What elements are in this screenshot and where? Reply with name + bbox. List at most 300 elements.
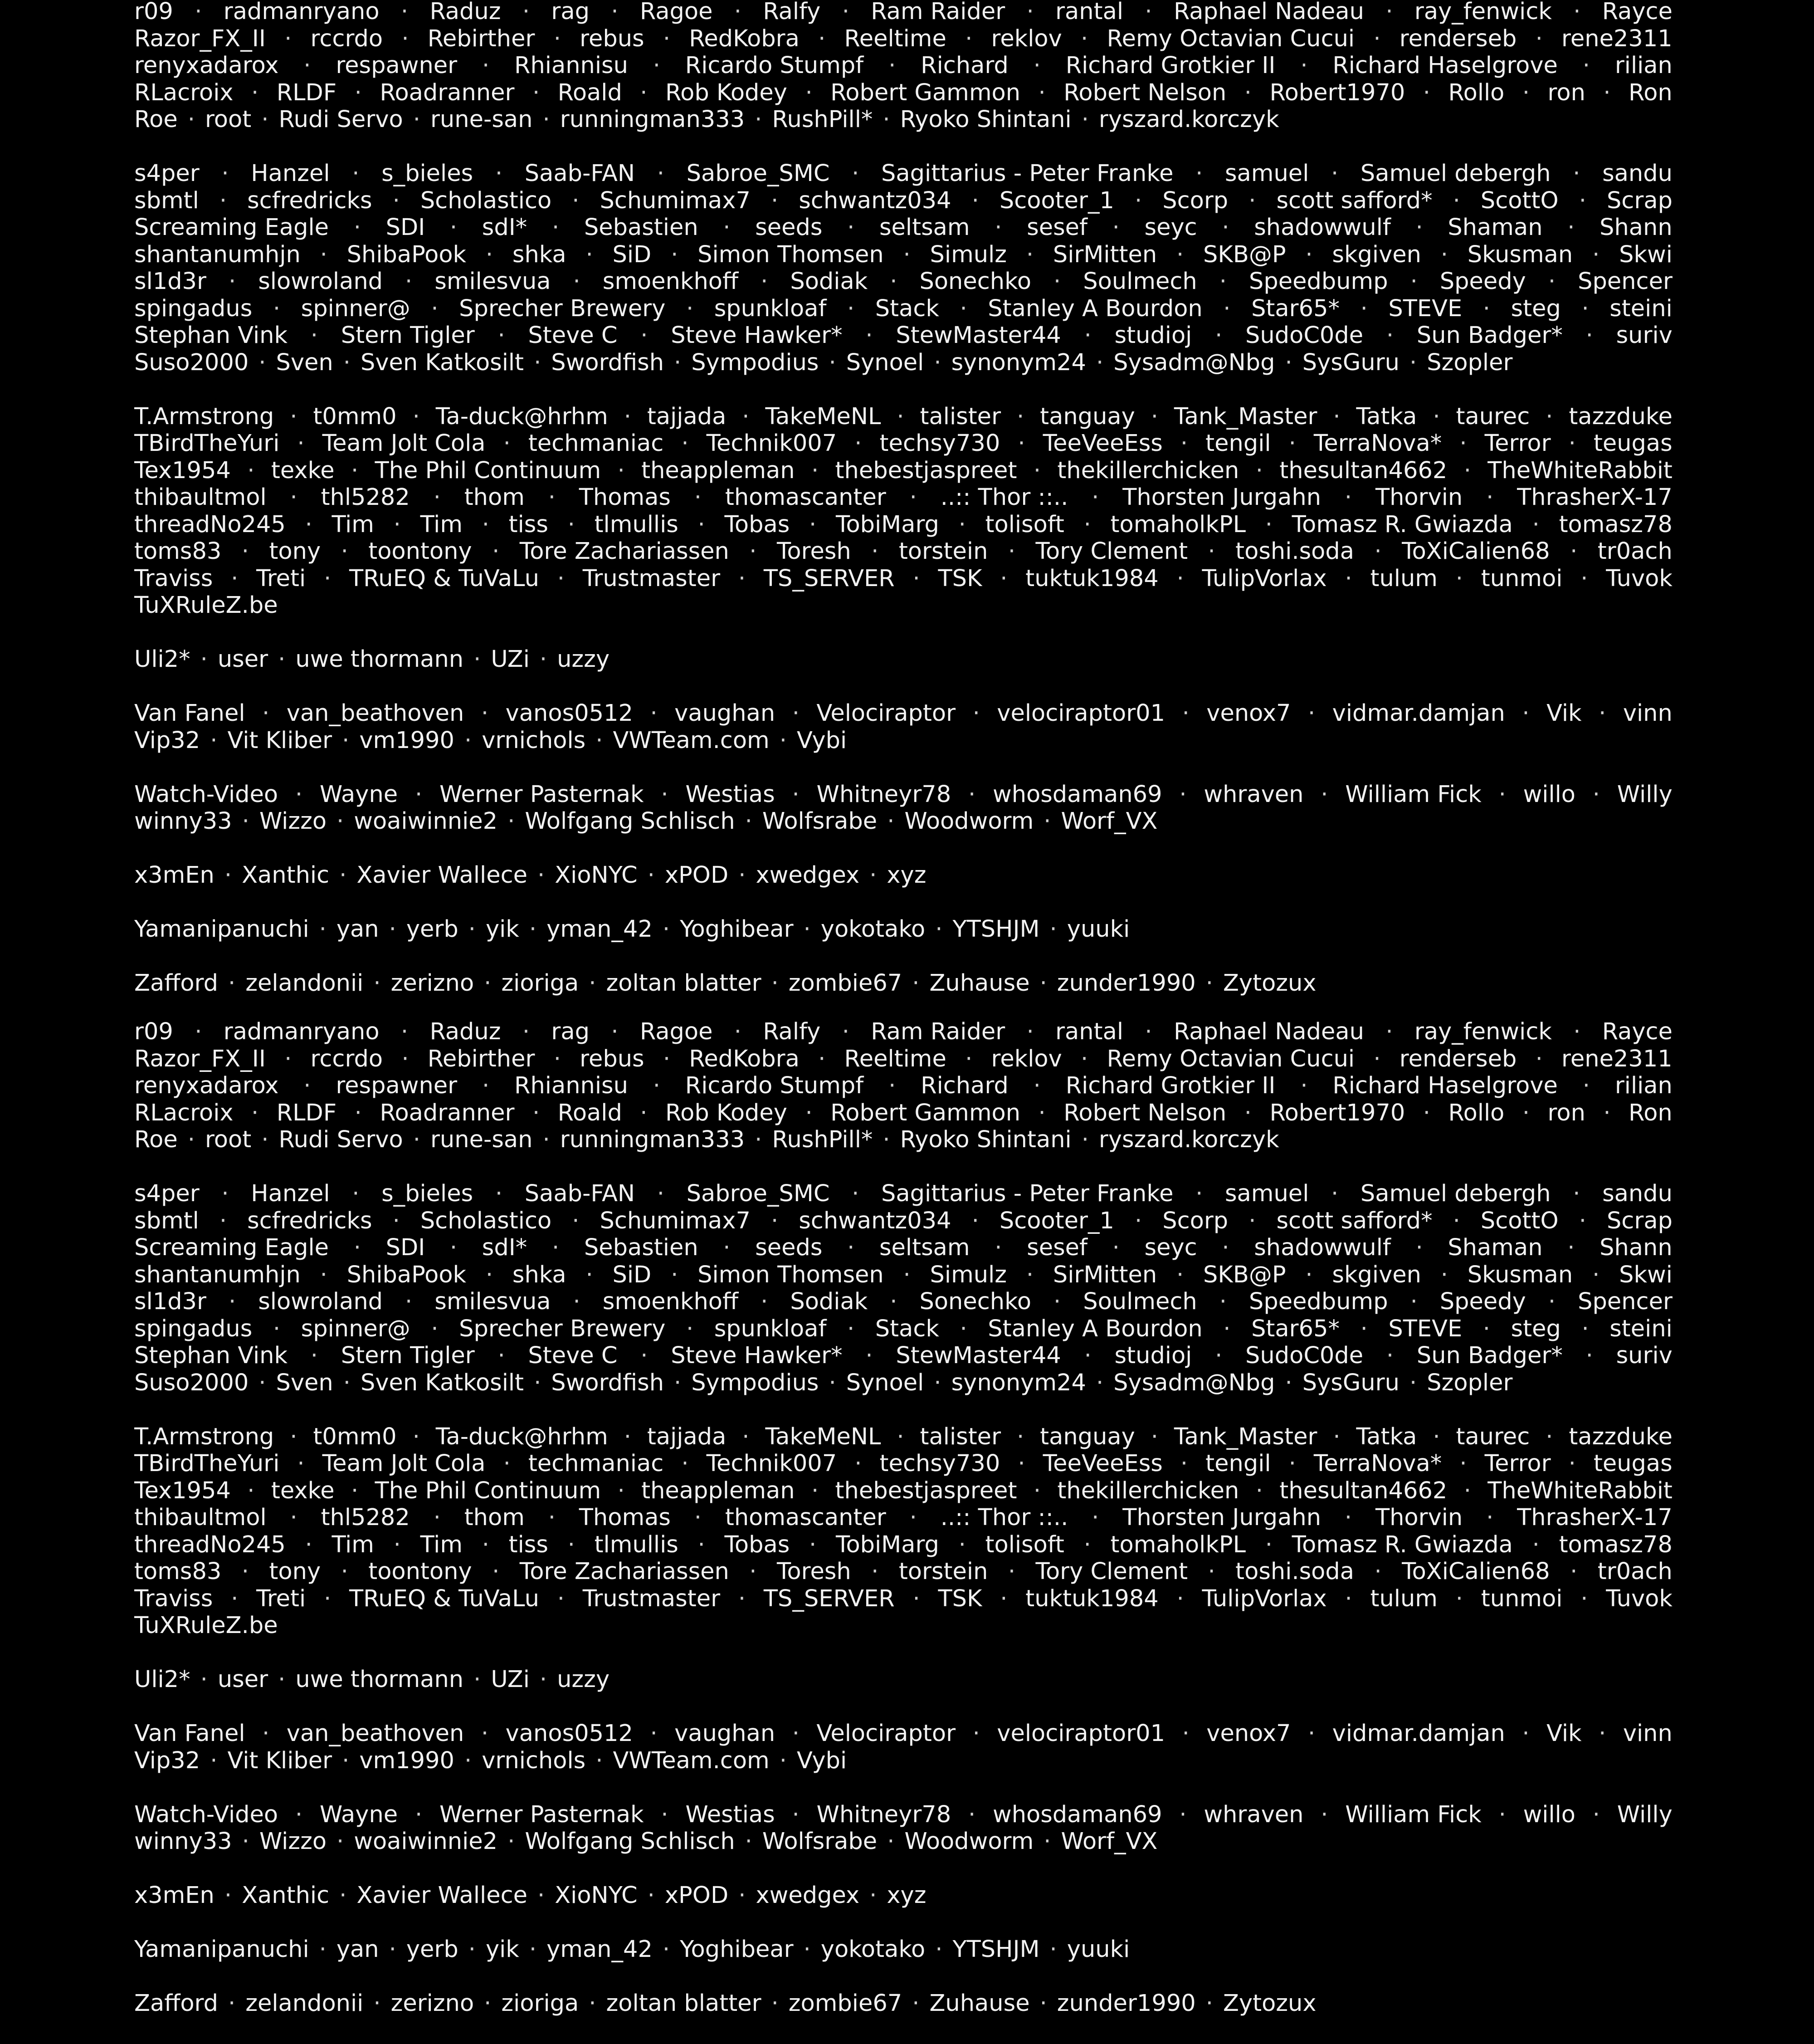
name-separator: · (811, 457, 819, 484)
name-separator: · (883, 1126, 890, 1153)
contributor-name: ScottO (1480, 187, 1559, 214)
name-separator: · (392, 1207, 400, 1234)
name-separator: · (650, 1720, 658, 1747)
name-separator: · (1548, 268, 1556, 295)
contributor-name: willo (1523, 1801, 1575, 1828)
contributor-name: sl1d3r (134, 1288, 206, 1315)
credits-line (134, 1100, 1673, 1127)
contributor-name: zoltan blatter (606, 1990, 761, 2017)
contributor-name: Scrap (1606, 1207, 1673, 1234)
contributor-name: root (205, 106, 252, 133)
name-separator: · (433, 484, 441, 511)
contributor-name: thl5282 (321, 484, 410, 511)
contributor-name: Reeltime (844, 1045, 946, 1072)
contributor-name: thesultan4662 (1279, 457, 1448, 484)
name-separator: · (1582, 52, 1590, 79)
contributor-name: tolisoft (985, 1531, 1064, 1558)
contributor-name: TeeVeeEss (1043, 430, 1163, 457)
contributor-name: Sven Katkosilt (360, 1369, 524, 1396)
contributor-name: Yamanipanuchi (134, 916, 309, 943)
contributor-name: toms83 (134, 538, 222, 565)
name-separator: · (847, 214, 855, 241)
contributor-name: Whitneyr78 (816, 1801, 951, 1828)
name-separator: · (1331, 1180, 1339, 1207)
contributor-name: runningman333 (560, 106, 745, 133)
name-separator: · (572, 187, 580, 214)
name-separator: · (468, 916, 476, 943)
name-separator: · (1581, 295, 1589, 322)
contributor-name: Velociraptor (816, 700, 956, 727)
name-separator: · (1374, 1558, 1382, 1585)
contributor-name: Van Fanel (134, 1720, 245, 1747)
name-separator: · (869, 862, 877, 889)
name-separator: · (734, 1018, 742, 1045)
name-separator: · (1321, 781, 1328, 808)
name-separator: · (261, 1126, 269, 1153)
contributor-name: tulum (1370, 1585, 1438, 1612)
contributor-name: taurec (1456, 403, 1530, 430)
name-separator: · (262, 1720, 270, 1747)
contributor-name: Stack (875, 295, 939, 322)
contributor-name: Wizzo (259, 1828, 327, 1855)
contributor-name: Robert1970 (1269, 1099, 1405, 1126)
name-separator: · (1092, 484, 1099, 511)
name-separator: · (473, 646, 481, 673)
credits-line (134, 1018, 1673, 1046)
name-separator: · (1522, 1099, 1530, 1126)
contributor-name: smilesvua (434, 1288, 551, 1315)
name-separator: · (1039, 1990, 1047, 2017)
name-separator: · (352, 1180, 360, 1207)
name-separator: · (1486, 484, 1494, 511)
credits-list-repeat (134, 1018, 1673, 2044)
name-separator: · (557, 1585, 565, 1612)
credits-line (134, 1612, 1673, 1639)
credits-line (134, 1072, 1673, 1100)
contributor-name: Sebastien (584, 214, 698, 241)
name-separator: · (770, 1207, 779, 1234)
contributor-name: Robert Gammon (830, 79, 1021, 106)
credits-section-x (134, 862, 1673, 889)
name-separator: · (297, 430, 305, 457)
contributor-name: ryszard.korczyk (1098, 1126, 1279, 1153)
contributor-name: Trustmaster (582, 1585, 721, 1612)
name-separator: · (640, 1342, 648, 1369)
contributor-name: ray_fenwick (1414, 1018, 1552, 1045)
contributor-name: Thorvin (1375, 1504, 1463, 1531)
contributor-name: zelandonii (245, 1990, 364, 2017)
contributor-name: Trustmaster (582, 565, 721, 592)
contributor-name: woaiwinnie2 (354, 1828, 498, 1855)
name-separator: · (431, 1315, 439, 1342)
name-separator: · (224, 862, 232, 889)
name-separator: · (413, 1126, 420, 1153)
name-separator: · (1463, 457, 1471, 484)
credits-line (134, 25, 1673, 53)
contributor-name: Suso2000 (134, 1369, 249, 1396)
contributor-name: radmanryano (223, 0, 380, 25)
contributor-name: Terror (1484, 1450, 1551, 1477)
contributor-name: VWTeam.com (613, 727, 770, 754)
name-separator: · (1016, 1423, 1024, 1450)
name-separator: · (522, 1018, 530, 1045)
name-separator: · (353, 1234, 361, 1261)
contributor-name: samuel (1224, 1180, 1309, 1207)
name-separator: · (542, 1126, 550, 1153)
name-separator: · (241, 538, 249, 565)
contributor-name: Szopler (1427, 1369, 1513, 1396)
name-separator: · (529, 1936, 537, 1963)
name-separator: · (485, 241, 493, 268)
name-separator: · (1195, 1180, 1203, 1207)
name-separator: · (1176, 1261, 1184, 1288)
name-separator: · (1255, 1477, 1263, 1504)
contributor-name: SudoC0de (1245, 1342, 1364, 1369)
contributor-name: xyz (887, 862, 927, 889)
name-separator: · (1498, 1801, 1506, 1828)
contributor-name: rebus (580, 1045, 644, 1072)
contributor-name: SirMitten (1053, 1261, 1157, 1288)
name-separator: · (1223, 1315, 1231, 1342)
name-separator: · (1331, 160, 1339, 187)
name-separator: · (484, 970, 492, 997)
name-separator: · (965, 1045, 973, 1072)
contributor-name: T.Armstrong (134, 403, 274, 430)
contributor-name: schwantz034 (799, 187, 951, 214)
name-separator: · (1134, 187, 1142, 214)
name-separator: · (539, 1666, 547, 1693)
name-separator: · (481, 1720, 489, 1747)
credits-line (134, 1531, 1673, 1559)
name-separator: · (414, 781, 423, 808)
contributor-name: TS_SERVER (763, 565, 895, 592)
name-separator: · (742, 403, 750, 430)
contributor-name: tunmoi (1481, 565, 1563, 592)
name-separator: · (935, 916, 943, 943)
contributor-name: ToXiCalien68 (1402, 1558, 1550, 1585)
name-separator: · (755, 1126, 762, 1153)
name-separator: · (251, 1099, 259, 1126)
contributor-name: techmaniac (528, 1450, 664, 1477)
contributor-name: Zafford (134, 970, 218, 997)
contributor-name: Woodworm (904, 1828, 1034, 1855)
contributor-name: Sodiak (790, 268, 868, 295)
name-separator: · (481, 700, 489, 727)
contributor-name: Vik (1546, 700, 1582, 727)
contributor-name: Stephan Vink (134, 322, 288, 349)
contributor-name: Roe (134, 106, 178, 133)
contributor-name: yan (336, 1936, 379, 1963)
credits-line (134, 1801, 1673, 1829)
name-separator: · (738, 1882, 746, 1909)
name-separator: · (373, 1990, 381, 2017)
credits-line (134, 511, 1673, 538)
contributor-name: shadowwulf (1254, 1234, 1391, 1261)
contributor-name: Spencer (1578, 1288, 1673, 1315)
contributor-name: Tobas (724, 1531, 790, 1558)
contributor-name: yman_42 (546, 1936, 653, 1963)
credits-line (134, 970, 1673, 997)
credits-line (134, 538, 1673, 565)
credits-line (134, 1126, 1673, 1154)
name-separator: · (842, 0, 849, 25)
name-separator: · (573, 1288, 580, 1315)
name-separator: · (971, 187, 979, 214)
contributor-name: Yamanipanuchi (134, 1936, 309, 1963)
name-separator: · (303, 1072, 311, 1099)
name-separator: · (1000, 565, 1008, 592)
name-separator: · (1096, 349, 1104, 376)
contributor-name: Shaman (1448, 214, 1543, 241)
contributor-name: Remy Octavian Cucui (1107, 1045, 1355, 1072)
contributor-name: Sabroe_SMC (686, 160, 830, 187)
contributor-name: Vit Kliber (227, 727, 332, 754)
credits-section-v (134, 1720, 1673, 1774)
name-separator: · (887, 808, 895, 835)
credits-line (134, 187, 1673, 215)
contributor-name: yerb (406, 916, 458, 943)
name-separator: · (1385, 0, 1393, 25)
name-separator: · (842, 1018, 849, 1045)
contributor-name: reklov (991, 25, 1062, 52)
contributor-name: Speedbump (1248, 268, 1388, 295)
name-separator: · (624, 1423, 631, 1450)
contributor-name: Simon Thomsen (697, 1261, 884, 1288)
contributor-name: rune-san (430, 1126, 533, 1153)
name-separator: · (401, 1045, 409, 1072)
name-separator: · (890, 1288, 897, 1315)
name-separator: · (1386, 1342, 1394, 1369)
credits-line (134, 592, 1673, 619)
name-separator: · (1585, 1342, 1593, 1369)
name-separator: · (542, 106, 550, 133)
name-separator: · (1182, 700, 1190, 727)
name-separator: · (1592, 1801, 1600, 1828)
name-separator: · (1592, 241, 1600, 268)
name-separator: · (485, 1261, 493, 1288)
contributor-name: Scooter_1 (999, 187, 1114, 214)
name-separator: · (393, 511, 401, 538)
contributor-name: s_bieles (381, 160, 473, 187)
credits-line (134, 1585, 1673, 1613)
contributor-name: Scorp (1162, 1207, 1229, 1234)
contributor-name: Rudi Servo (278, 1126, 403, 1153)
contributor-name: Star65* (1251, 1315, 1340, 1342)
name-separator: · (290, 403, 297, 430)
name-separator: · (412, 403, 420, 430)
name-separator: · (1409, 1369, 1417, 1396)
contributor-name: zunder1990 (1057, 970, 1196, 997)
contributor-name: tengil (1205, 430, 1271, 457)
contributor-name: TBirdTheYuri (134, 430, 280, 457)
name-separator: · (1440, 241, 1448, 268)
name-separator: · (958, 511, 966, 538)
name-separator: · (1305, 1261, 1313, 1288)
name-separator: · (1008, 1558, 1016, 1585)
name-separator: · (393, 1531, 401, 1558)
contributor-name: venox7 (1206, 1720, 1291, 1747)
contributor-name: Xanthic (242, 862, 330, 889)
contributor-name: willo (1523, 781, 1575, 808)
name-separator: · (1579, 1207, 1586, 1234)
contributor-name: Shann (1599, 1234, 1673, 1261)
name-separator: · (972, 700, 980, 727)
contributor-name: tolisoft (985, 511, 1064, 538)
contributor-name: Thomas (579, 484, 671, 511)
contributor-name: SirMitten (1053, 241, 1157, 268)
name-separator: · (912, 1990, 920, 2017)
name-separator: · (792, 1720, 800, 1747)
contributor-name: synonym24 (951, 1369, 1086, 1396)
contributor-name: Wolfgang Schlisch (525, 1828, 735, 1855)
name-separator: · (1145, 1018, 1152, 1045)
name-separator: · (290, 1423, 297, 1450)
contributor-name: winny33 (134, 808, 232, 835)
contributor-name: user (217, 646, 268, 673)
contributor-name: teugas (1593, 430, 1673, 457)
contributor-name: thom (464, 1504, 525, 1531)
name-separator: · (1409, 349, 1417, 376)
name-separator: · (1415, 1234, 1423, 1261)
contributor-name: Ralfy (763, 1018, 821, 1045)
contributor-name: spinner@ (301, 1315, 410, 1342)
name-separator: · (534, 349, 541, 376)
name-separator: · (617, 1477, 625, 1504)
name-separator: · (653, 1072, 660, 1099)
contributor-name: sandu (1602, 1180, 1673, 1207)
contributor-name: venox7 (1206, 700, 1291, 727)
contributor-name: T.Armstrong (134, 1423, 274, 1450)
name-separator: · (1044, 1828, 1051, 1855)
name-separator: · (295, 1801, 303, 1828)
name-separator: · (1179, 1801, 1187, 1828)
contributor-name: scott safford* (1276, 187, 1433, 214)
contributor-name: thibaultmol (134, 484, 267, 511)
credits-line (134, 862, 1673, 889)
contributor-name: SiD (612, 1261, 652, 1288)
contributor-name: Tank_Master (1174, 403, 1317, 430)
contributor-name: RLDF (276, 1099, 337, 1126)
contributor-name: yuuki (1067, 1936, 1130, 1963)
contributor-name: whraven (1204, 1801, 1304, 1828)
name-separator: · (548, 484, 556, 511)
name-separator: · (342, 1747, 350, 1774)
contributor-name: tengil (1205, 1450, 1271, 1477)
contributor-name: woaiwinnie2 (354, 808, 498, 835)
name-separator: · (847, 295, 855, 322)
credits-section-z (134, 970, 1673, 997)
contributor-name: Xanthic (242, 1882, 330, 1909)
name-separator: · (532, 1099, 540, 1126)
contributor-name: xwedgex (756, 862, 860, 889)
contributor-name: studioj (1114, 322, 1192, 349)
name-separator: · (865, 1342, 873, 1369)
name-separator: · (640, 322, 648, 349)
contributor-name: sandu (1602, 160, 1673, 187)
name-separator: · (1579, 187, 1586, 214)
credits-line (134, 1450, 1673, 1477)
name-separator: · (482, 52, 490, 79)
contributor-name: SKB@P (1203, 1261, 1286, 1288)
name-separator: · (1546, 403, 1553, 430)
name-separator: · (761, 1288, 768, 1315)
contributor-name: Sagittarius - Peter Franke (881, 1180, 1174, 1207)
contributor-name: uzzy (557, 646, 610, 673)
contributor-name: tanguay (1040, 403, 1135, 430)
name-separator: · (624, 403, 631, 430)
contributor-name: renderseb (1399, 1045, 1517, 1072)
contributor-name: Wayne (319, 1801, 398, 1828)
name-separator: · (1459, 430, 1467, 457)
contributor-name: SudoC0de (1245, 322, 1364, 349)
contributor-name: Ricardo Stumpf (685, 1072, 864, 1099)
name-separator: · (1459, 1450, 1467, 1477)
contributor-name: texke (271, 1477, 335, 1504)
name-separator: · (972, 1720, 980, 1747)
contributor-name: rebus (580, 25, 644, 52)
name-separator: · (1567, 1234, 1575, 1261)
name-separator: · (745, 808, 752, 835)
name-separator: · (231, 565, 239, 592)
credits-line (134, 1234, 1673, 1262)
contributor-name: spingadus (134, 1315, 253, 1342)
contributor-name: Simulz (930, 1261, 1007, 1288)
name-separator: · (1568, 430, 1576, 457)
name-separator: · (1592, 1261, 1600, 1288)
contributor-name: r09 (134, 0, 173, 25)
contributor-name: Willy (1617, 781, 1673, 808)
contributor-name: velociraptor01 (997, 700, 1165, 727)
name-separator: · (1053, 1288, 1061, 1315)
name-separator: · (482, 1072, 490, 1099)
name-separator: · (573, 268, 580, 295)
contributor-name: Zafford (134, 1990, 218, 2017)
name-separator: · (354, 79, 362, 106)
contributor-name: Raduz (429, 1018, 501, 1045)
contributor-name: tlmullis (594, 511, 678, 538)
contributor-name: TSK (938, 565, 982, 592)
name-separator: · (1084, 1342, 1092, 1369)
contributor-name: Vip32 (134, 727, 200, 754)
contributor-name: Van Fanel (134, 700, 245, 727)
name-separator: · (295, 781, 303, 808)
contributor-name: Willy (1617, 1801, 1673, 1828)
contributor-name: vinn (1623, 1720, 1673, 1747)
name-separator: · (829, 1369, 836, 1396)
contributor-name: Steve Hawker* (671, 1342, 843, 1369)
name-separator: · (968, 1801, 976, 1828)
contributor-name: Ram Raider (871, 1018, 1005, 1045)
name-separator: · (1208, 538, 1215, 565)
name-separator: · (195, 1018, 202, 1045)
contributor-name: Yoghibear (680, 916, 794, 943)
contributor-name: Schumimax7 (600, 187, 751, 214)
name-separator: · (497, 322, 505, 349)
name-separator: · (1573, 160, 1580, 187)
name-separator: · (755, 106, 762, 133)
contributor-name: TerraNova* (1313, 1450, 1442, 1477)
contributor-name: ron (1547, 79, 1585, 106)
name-separator: · (1570, 1558, 1578, 1585)
contributor-name: suriv (1616, 1342, 1673, 1369)
name-separator: · (1039, 970, 1047, 997)
name-separator: · (871, 538, 879, 565)
contributor-name: Simulz (930, 241, 1007, 268)
contributor-name: Zuhause (929, 1990, 1030, 2017)
credits-line (134, 322, 1673, 349)
contributor-name: steini (1609, 1315, 1673, 1342)
name-separator: · (507, 808, 515, 835)
